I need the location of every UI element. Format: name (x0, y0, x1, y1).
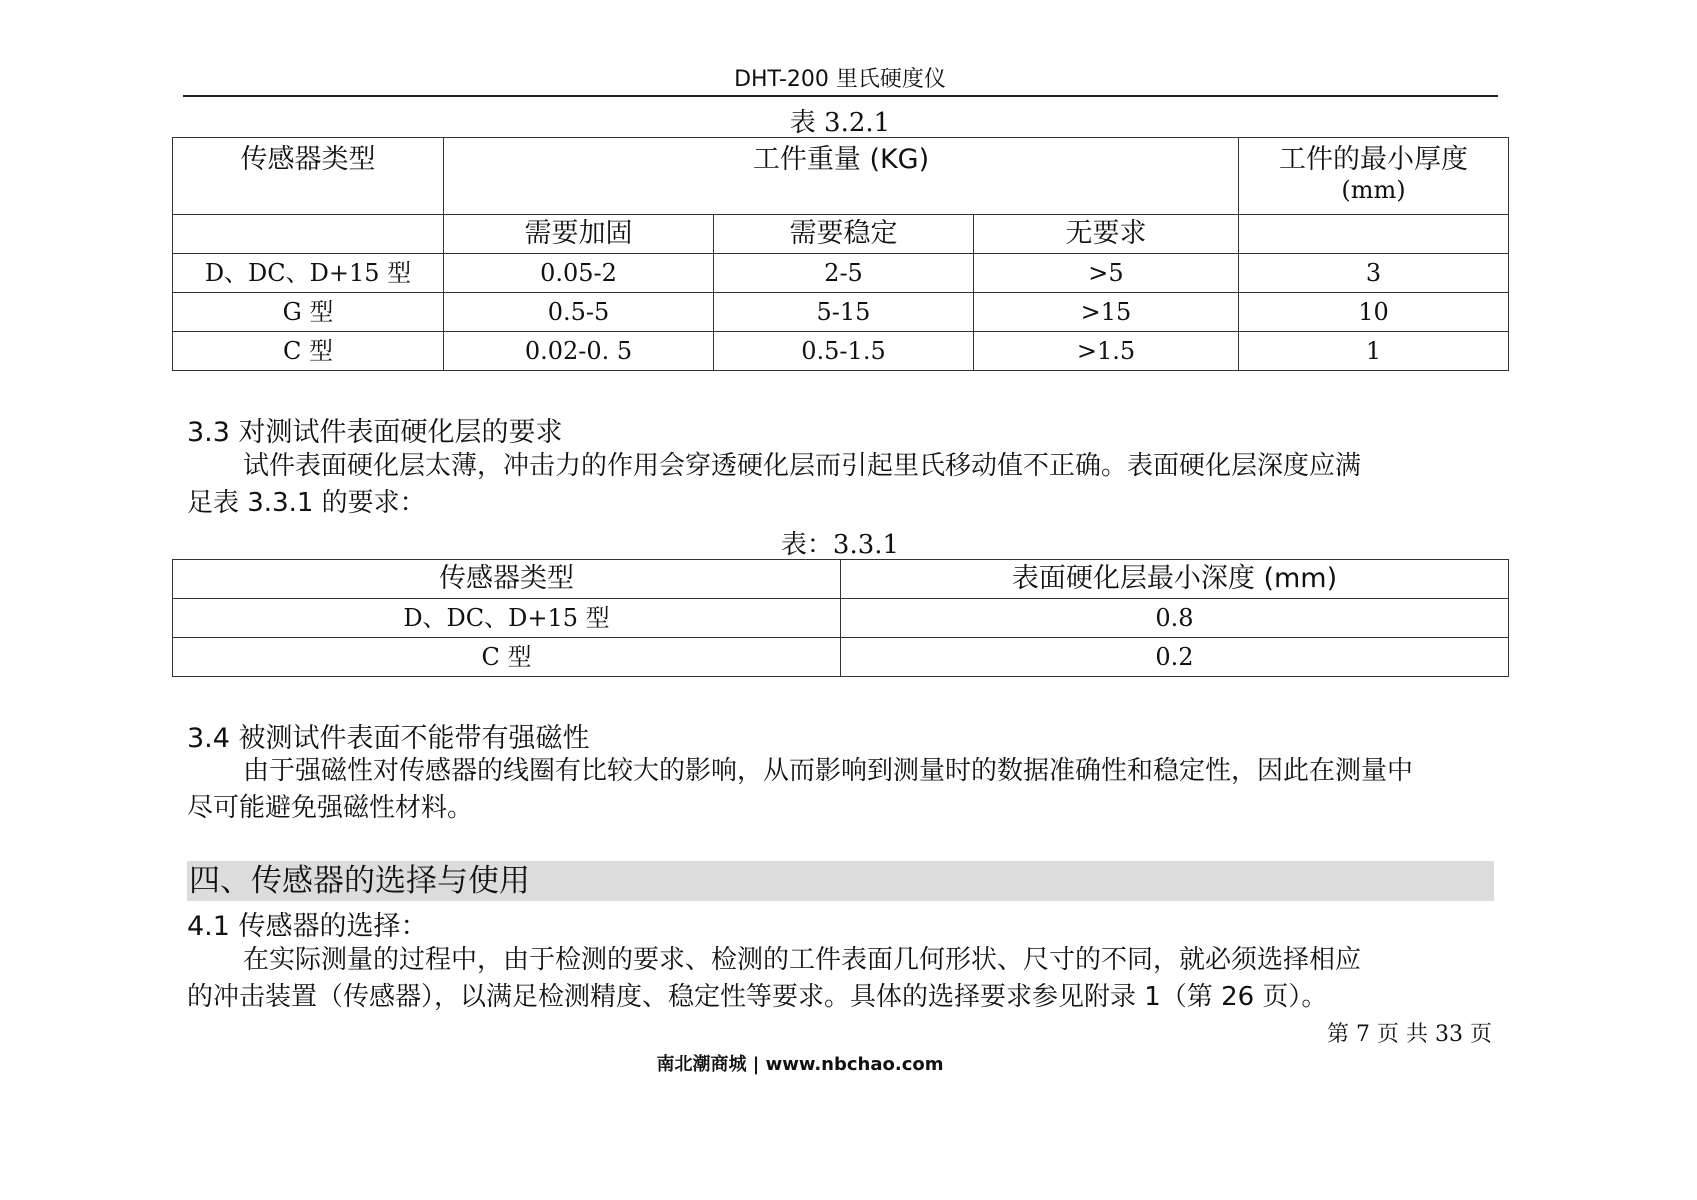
section-3-3-heading: 3.3 对测试件表面硬化层的要求 (187, 417, 563, 448)
section-4-1-line-2: 的冲击装置（传感器），以满足检测精度、稳定性等要求。具体的选择要求参见附录 1（第 26 页）。 (187, 982, 1328, 1012)
table1-subhead-stable: 需要稳定 (714, 215, 974, 254)
table-row (173, 332, 1509, 371)
section-4-1-paragraph (187, 942, 1497, 1016)
table1-cell: 0.02-0. 5 (444, 332, 714, 371)
table-3-2-1 (172, 137, 1509, 371)
table2-head-min-depth: 表面硬化层最小深度 (mm) (841, 560, 1509, 599)
section-4-1-line-1: 在实际测量的过程中，由于检测的要求、检测的工件表面几何形状、尺寸的不同，就必须选择相应 (243, 945, 1362, 975)
table1-subhead-reinforce: 需要加固 (444, 215, 714, 254)
table1-cell: 10 (1239, 293, 1509, 332)
table1-cell: 3 (1239, 254, 1509, 293)
table1-caption: 表 3.2.1 (789, 108, 891, 138)
section-3-3-line-2: 足表 3.3.1 的要求： (187, 488, 426, 518)
table2-cell-type: D、DC、D+15 型 (173, 599, 841, 638)
section-3-4-heading: 3.4 被测试件表面不能带有强磁性 (187, 723, 590, 754)
footer-link[interactable]: 南北潮商城 | www.nbchao.com (656, 1054, 944, 1075)
table1-subhead-none: 无要求 (974, 215, 1239, 254)
table1-cell-type: C 型 (173, 332, 444, 371)
table1-subhead-empty (173, 215, 444, 254)
table-3-3-1 (172, 559, 1509, 677)
table1-cell: >1.5 (974, 332, 1239, 371)
table1-head-weight: 工件重量 (KG) (444, 138, 1239, 215)
table-row (173, 599, 1509, 638)
table1-subheader-row (173, 215, 1509, 254)
table2-cell: 0.2 (841, 638, 1509, 677)
table1-subhead-empty (1239, 215, 1509, 254)
table1-head-min-thickness (1239, 138, 1509, 215)
table2-caption: 表：3.3.1 (780, 530, 900, 560)
table-row (173, 254, 1509, 293)
table1-cell: 1 (1239, 332, 1509, 371)
section-4-1-heading: 4.1 传感器的选择： (187, 911, 428, 942)
table1-head-min-thickness-label: 工件的最小厚度 (1279, 144, 1468, 175)
table1-cell: >5 (974, 254, 1239, 293)
table2-header-row (173, 560, 1509, 599)
section-3-4-paragraph (187, 753, 1497, 827)
table2-cell-type: C 型 (173, 638, 841, 677)
header-rule (183, 95, 1498, 97)
table1-head-sensor-type: 传感器类型 (173, 138, 444, 215)
section-3-3-line-1: 试件表面硬化层太薄，冲击力的作用会穿透硬化层而引起里氏移动值不正确。表面硬化层深度应满 (243, 451, 1362, 481)
table1-cell: 0.05-2 (444, 254, 714, 293)
table1-head-min-thickness-unit: (mm) (1341, 176, 1406, 205)
table1-cell-type: G 型 (173, 293, 444, 332)
table1-cell: >15 (974, 293, 1239, 332)
table1-header-row (173, 138, 1509, 215)
table2-cell: 0.8 (841, 599, 1509, 638)
section-3-4-line-2: 尽可能避免强磁性材料。 (187, 793, 474, 823)
table-row (173, 293, 1509, 332)
section-4-title: 四、传感器的选择与使用 (189, 863, 530, 899)
table1-cell: 0.5-5 (444, 293, 714, 332)
header-title: DHT-200 里氏硬度仪 (734, 67, 946, 92)
table1-cell: 5-15 (714, 293, 974, 332)
section-3-3-paragraph (187, 448, 1497, 522)
table-row (173, 638, 1509, 677)
section-3-4-line-1: 由于强磁性对传感器的线圈有比较大的影响，从而影响到测量时的数据准确性和稳定性，因此在测量中 (243, 756, 1414, 786)
table2-head-sensor-type: 传感器类型 (173, 560, 841, 599)
table1-cell: 2-5 (714, 254, 974, 293)
table1-cell: 0.5-1.5 (714, 332, 974, 371)
page-number: 第 7 页 共 33 页 (1327, 1022, 1492, 1047)
table1-cell-type: D、DC、D+15 型 (173, 254, 444, 293)
